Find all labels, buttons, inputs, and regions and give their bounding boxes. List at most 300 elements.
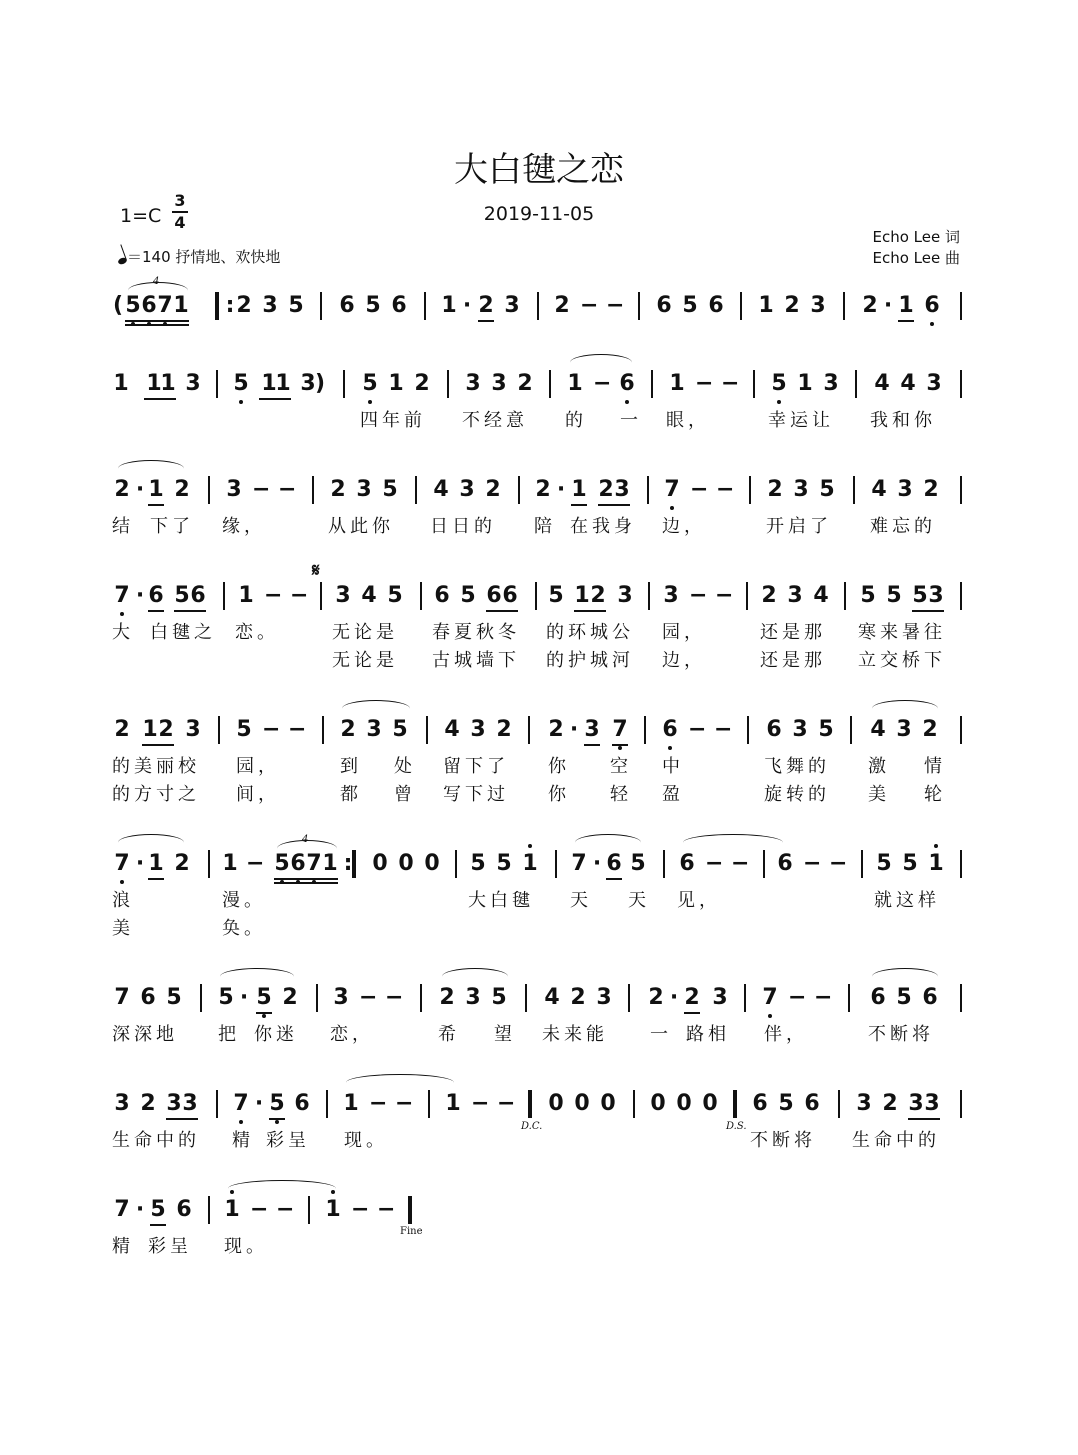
- note: −: [580, 293, 599, 318]
- underline: [144, 398, 176, 400]
- note: 3: [459, 477, 475, 502]
- staff-line-7: [0, 986, 1078, 1010]
- note: 2: [236, 293, 252, 318]
- lyric: 恋，: [330, 1024, 374, 1045]
- note: 2: [598, 477, 614, 502]
- note: 7: [233, 1091, 249, 1116]
- note: 4: [870, 717, 886, 742]
- tempo-text: ＝140 抒情地、欢快地: [127, 248, 281, 266]
- underline: [908, 1118, 940, 1120]
- note: 7: [157, 293, 173, 318]
- note: −: [814, 985, 833, 1010]
- note: 3: [908, 1091, 924, 1116]
- fine-mark: Fine: [400, 1226, 423, 1237]
- underline: [259, 398, 291, 400]
- low-octave-dot: [625, 400, 629, 404]
- note: 3: [366, 717, 382, 742]
- barline: [326, 1090, 328, 1118]
- note: 2: [590, 583, 606, 608]
- note: 1: [574, 583, 590, 608]
- lyric: 空: [610, 756, 632, 777]
- tuplet-bracket: [277, 840, 337, 857]
- note: −: [731, 851, 750, 876]
- note: 5: [630, 851, 646, 876]
- low-octave-dot: [670, 506, 674, 510]
- note: 1: [148, 477, 164, 502]
- staff-line-5: [0, 718, 1078, 742]
- barline: [216, 1090, 218, 1118]
- low-octave-dot: [275, 1120, 279, 1124]
- lyricist: Echo Lee 词: [872, 228, 960, 246]
- ds-mark: D.S.: [726, 1121, 747, 1132]
- lyric: 寒来暑往: [858, 622, 946, 643]
- note: 2: [496, 717, 512, 742]
- note: −: [252, 477, 271, 502]
- tempo: [118, 246, 280, 267]
- lyric: 开启了: [766, 516, 832, 537]
- lyric: 四年前: [360, 410, 426, 431]
- lyric: 精: [232, 1130, 254, 1151]
- slur: [575, 834, 641, 851]
- lyric: 结: [112, 516, 134, 537]
- underline: [148, 878, 164, 880]
- barline: [320, 582, 322, 610]
- note: 5: [818, 717, 834, 742]
- underline: [684, 1012, 700, 1014]
- note: 4: [900, 371, 916, 396]
- note: 3: [596, 985, 612, 1010]
- note: 5: [218, 985, 234, 1010]
- composer: Echo Lee 曲: [872, 249, 960, 267]
- note: 7: [114, 583, 130, 608]
- barline: [322, 716, 324, 744]
- note: 6: [606, 851, 622, 876]
- note: 5: [771, 371, 787, 396]
- note: 3: [470, 717, 486, 742]
- note: 2: [570, 985, 586, 1010]
- note: 5: [470, 851, 486, 876]
- barline: [420, 582, 422, 610]
- lyric: 还是那: [760, 622, 826, 643]
- lyric: 伴，: [764, 1024, 808, 1045]
- barline: [638, 292, 640, 320]
- lyric: 奂。: [222, 918, 266, 939]
- lyric: 就这样: [874, 890, 940, 911]
- note: 1: [238, 583, 254, 608]
- barline: [218, 716, 220, 744]
- barline: [426, 716, 428, 744]
- note: 3: [823, 371, 839, 396]
- lyric: 美: [112, 918, 134, 939]
- lyric: 还是那: [760, 650, 826, 671]
- note: 0: [398, 851, 414, 876]
- note: −: [264, 583, 283, 608]
- note: 1: [222, 851, 238, 876]
- lyric: 到: [340, 756, 362, 777]
- barline: [744, 984, 746, 1012]
- note: 5: [876, 851, 892, 876]
- note: ·: [135, 477, 145, 502]
- note: ·: [669, 985, 679, 1010]
- barline: [215, 292, 219, 320]
- lyric: 的方寸之: [112, 784, 200, 805]
- note: 6: [148, 583, 164, 608]
- note: (: [112, 293, 124, 318]
- lyric: 陪: [534, 516, 556, 537]
- underline: [574, 610, 606, 612]
- note: 5: [819, 477, 835, 502]
- note: 5: [496, 851, 512, 876]
- note: −: [716, 477, 735, 502]
- low-octave-dot: [768, 1014, 772, 1018]
- note: 3: [926, 371, 942, 396]
- note: 2: [648, 985, 664, 1010]
- note: −: [369, 1091, 388, 1116]
- lyric: 园，: [236, 756, 280, 777]
- note: 1: [113, 371, 129, 396]
- underline: [142, 744, 174, 746]
- note: 3: [897, 477, 913, 502]
- note: 6: [656, 293, 672, 318]
- time-top: 3: [174, 191, 186, 210]
- note: 6: [190, 583, 206, 608]
- note: 3: [114, 1091, 130, 1116]
- low-octave-dot: [368, 400, 372, 404]
- lyric: 间，: [236, 784, 280, 805]
- note: 3: [166, 1091, 182, 1116]
- lyric: 不断将: [750, 1130, 816, 1151]
- barline: [549, 370, 551, 398]
- note: −: [278, 477, 297, 502]
- barline: [960, 476, 962, 504]
- note: 5: [166, 985, 182, 1010]
- note: 2: [478, 293, 494, 318]
- barline: [312, 476, 314, 504]
- low-octave-dot: [930, 322, 934, 326]
- barline: [525, 984, 527, 1012]
- note: 5: [392, 717, 408, 742]
- note: −: [351, 1197, 370, 1222]
- note: 5: [365, 293, 381, 318]
- note: 1: [275, 371, 291, 396]
- note: 6: [752, 1091, 768, 1116]
- note: 2: [174, 477, 190, 502]
- note: −: [688, 717, 707, 742]
- staff-line-9: [0, 1198, 1078, 1222]
- note: 6: [140, 985, 156, 1010]
- note: 7: [114, 985, 130, 1010]
- note: 7: [612, 717, 628, 742]
- note: 3: [262, 293, 278, 318]
- lyric: 留下了: [443, 756, 509, 777]
- lyric: 不经意: [462, 410, 528, 431]
- note: 2: [554, 293, 570, 318]
- barline: [408, 1196, 412, 1224]
- note: 3: [924, 1091, 940, 1116]
- note: 6: [777, 851, 793, 876]
- note: 1: [261, 371, 277, 396]
- underline: [584, 744, 600, 746]
- note: 3: [856, 1091, 872, 1116]
- note: 0: [548, 1091, 564, 1116]
- note: ·: [135, 851, 145, 876]
- note: 5: [233, 371, 249, 396]
- note: 2: [767, 477, 783, 502]
- lyric: 旋转的: [764, 784, 830, 805]
- note: 6: [339, 293, 355, 318]
- underline: [898, 320, 914, 322]
- low-octave-dot: [131, 322, 135, 326]
- underline: [150, 1224, 166, 1226]
- lyric: 你: [548, 784, 570, 805]
- note: 7: [114, 851, 130, 876]
- low-octave-dot: [668, 746, 672, 750]
- lyric: 园，: [662, 622, 706, 643]
- barline: [316, 984, 318, 1012]
- note: ·: [883, 293, 893, 318]
- lyric: 深深地: [112, 1024, 178, 1045]
- note: 2: [414, 371, 430, 396]
- barline: [861, 850, 863, 878]
- note: 7: [306, 851, 322, 876]
- note: 4: [433, 477, 449, 502]
- note: 6: [804, 1091, 820, 1116]
- lyric: 恋。: [235, 622, 279, 643]
- note: −: [250, 1197, 269, 1222]
- note: ·: [556, 477, 566, 502]
- note: 4: [544, 985, 560, 1010]
- barline: [848, 984, 850, 1012]
- note: 2: [761, 583, 777, 608]
- slur: [683, 834, 783, 851]
- note: 3: [617, 583, 633, 608]
- lyric: 中: [662, 756, 684, 777]
- barline: [455, 850, 457, 878]
- note: −: [471, 1091, 490, 1116]
- note: 1: [669, 371, 685, 396]
- date: 2019-11-05: [483, 203, 595, 225]
- note: −: [715, 583, 734, 608]
- note: 6: [766, 717, 782, 742]
- lyric: 的: [565, 410, 587, 431]
- lyric: 美: [868, 784, 890, 805]
- note: 0: [574, 1091, 590, 1116]
- lyric: 天: [628, 890, 650, 911]
- lyric: 轻: [610, 784, 632, 805]
- note: 3: [614, 477, 630, 502]
- note: −: [395, 1091, 414, 1116]
- note: −: [829, 851, 848, 876]
- lyric: 不断将: [868, 1024, 934, 1045]
- note: 5: [274, 851, 290, 876]
- slur: [228, 1180, 336, 1197]
- note: 5: [912, 583, 928, 608]
- barline: [644, 716, 646, 744]
- note: ): [314, 371, 326, 396]
- slur: [118, 834, 184, 851]
- note: 5: [548, 583, 564, 608]
- lyric: 幸运让: [768, 410, 834, 431]
- note: 0: [372, 851, 388, 876]
- note: ·: [135, 583, 145, 608]
- barline: [208, 1196, 210, 1224]
- note: −: [714, 717, 733, 742]
- note: −: [788, 985, 807, 1010]
- note: ·: [239, 985, 249, 1010]
- lyric: 无论是: [332, 650, 398, 671]
- low-octave-dot: [262, 1014, 266, 1018]
- lyric: 现。: [344, 1130, 388, 1151]
- barline: [535, 582, 537, 610]
- note: 2: [114, 477, 130, 502]
- barline: [308, 1196, 310, 1224]
- note: 6: [391, 293, 407, 318]
- note: −: [689, 583, 708, 608]
- note: 5: [460, 583, 476, 608]
- barline: [537, 292, 539, 320]
- underline: [166, 1118, 198, 1120]
- note: 5: [362, 371, 378, 396]
- underline: [148, 504, 164, 506]
- note: 2: [340, 717, 356, 742]
- lyric: 情: [924, 756, 946, 777]
- barline: [528, 716, 530, 744]
- note: 1: [160, 371, 176, 396]
- note: 2: [140, 1091, 156, 1116]
- lyric: 无论是: [332, 622, 398, 643]
- note: 7: [571, 851, 587, 876]
- underline: [478, 320, 494, 322]
- note: 3: [793, 477, 809, 502]
- barline: [343, 370, 345, 398]
- barline: [555, 850, 557, 878]
- lyric: 春夏秋冬: [432, 622, 520, 643]
- note: 7: [664, 477, 680, 502]
- note: 3: [335, 583, 351, 608]
- note: 2: [174, 851, 190, 876]
- lyric: 处: [394, 756, 416, 777]
- lyric: 缘，: [222, 516, 266, 537]
- barline: [844, 582, 846, 610]
- note: 3: [928, 583, 944, 608]
- staff-line-4: [0, 584, 1078, 608]
- note: 4: [874, 371, 890, 396]
- low-octave-dot: [296, 880, 300, 884]
- barline: [753, 370, 755, 398]
- lyric: 从此你: [328, 516, 394, 537]
- time-signature: [172, 192, 188, 232]
- underline: [274, 878, 338, 880]
- note: −: [288, 717, 307, 742]
- note: 6: [924, 293, 940, 318]
- slur: [442, 968, 508, 985]
- note: 6: [922, 985, 938, 1010]
- barline: [843, 292, 845, 320]
- note: 7: [762, 985, 778, 1010]
- note: 3: [491, 371, 507, 396]
- note: 1: [445, 1091, 461, 1116]
- barline: [740, 292, 742, 320]
- lyric: 一: [620, 410, 642, 431]
- note: 2: [282, 985, 298, 1010]
- lyric: 你迷: [254, 1024, 298, 1045]
- note: 3: [810, 293, 826, 318]
- note: 6: [141, 293, 157, 318]
- slur: [872, 968, 938, 985]
- note: −: [377, 1197, 396, 1222]
- note: 5: [387, 583, 403, 608]
- staff-line-3: [0, 478, 1078, 502]
- slur: [220, 968, 294, 985]
- note: 2: [548, 717, 564, 742]
- underline: [598, 504, 630, 506]
- lyric: 曾: [394, 784, 416, 805]
- barline: [960, 984, 962, 1012]
- note: ·: [569, 717, 579, 742]
- lyric: 轮: [924, 784, 946, 805]
- note: 1: [898, 293, 914, 318]
- note: 6: [619, 371, 635, 396]
- lyric: 的美丽校: [112, 756, 200, 777]
- note: 5: [491, 985, 507, 1010]
- low-octave-dot: [618, 746, 622, 750]
- note: 6: [679, 851, 695, 876]
- note: 2: [922, 717, 938, 742]
- barline: [960, 716, 962, 744]
- low-octave-dot: [312, 880, 316, 884]
- lyric: 边，: [662, 516, 706, 537]
- dc-mark: D.C.: [521, 1121, 543, 1132]
- low-octave-dot: [239, 400, 243, 404]
- high-octave-dot: [331, 1190, 335, 1194]
- note: 5: [150, 1197, 166, 1222]
- note: 4: [361, 583, 377, 608]
- underline: [125, 320, 189, 322]
- barline: [208, 850, 210, 878]
- lyric: 现。: [224, 1236, 268, 1257]
- note: 1: [567, 371, 583, 396]
- note: 6: [290, 851, 306, 876]
- note: −: [276, 1197, 295, 1222]
- note: 7: [114, 1197, 130, 1222]
- staff-line-2: [0, 372, 1078, 396]
- lyric: 路相: [686, 1024, 730, 1045]
- barline: [747, 716, 749, 744]
- underline: [571, 504, 587, 506]
- note: 1: [571, 477, 587, 502]
- lyric: 你: [548, 756, 570, 777]
- lyric: 写下过: [443, 784, 509, 805]
- slur: [346, 1074, 454, 1091]
- note: 5: [778, 1091, 794, 1116]
- note: 1: [146, 371, 162, 396]
- barline: [746, 582, 748, 610]
- note: 5: [236, 717, 252, 742]
- lyric: 未来能: [542, 1024, 608, 1045]
- lyric: 望: [494, 1024, 516, 1045]
- note: 3: [185, 371, 201, 396]
- underline: [148, 610, 164, 612]
- lyric: 生命中的: [112, 1130, 200, 1151]
- note: 2: [882, 1091, 898, 1116]
- note: 2: [535, 477, 551, 502]
- note: 6: [708, 293, 724, 318]
- underline: [912, 610, 944, 612]
- barline: [223, 582, 225, 610]
- note: 3: [333, 985, 349, 1010]
- barline: [855, 370, 857, 398]
- note: 3: [465, 985, 481, 1010]
